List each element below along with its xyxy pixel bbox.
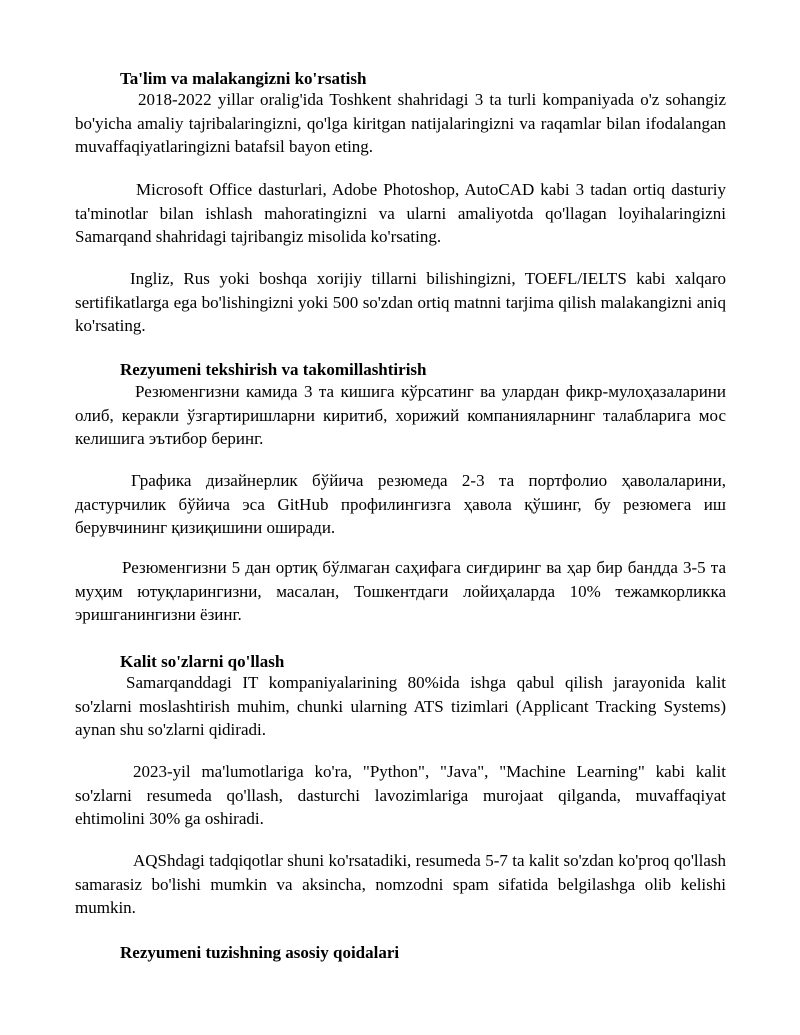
section-heading-rules: Rezyumeni tuzishning asosiy qoidalari xyxy=(120,943,400,962)
paragraph-software-skills: Microsoft Office dasturlari, Adobe Photoshop, AutoCAD kabi 3 tadan ortiq dasturiy ta'minotlar bilan ishlash mahoratingizni va ularni amaliyotda qo'llagan loyihalaringizni Samarqand shahridagi tajribangiz misolida ko'rsating. xyxy=(75,180,726,246)
paragraph-experience: 2018-2022 yillar oralig'ida Toshkent shahridagi 3 ta turli kompaniyada o'z sohangiz bo'yicha amaliy tajribalaringizni, qo'lga kiritgan natijalaringizni va raqamlar bilan ifodalangan muvaffaqiyatlaringizni batafsil bayon eting. xyxy=(75,90,726,156)
section-heading-review: Rezyumeni tekshirish va takomillashtirish xyxy=(120,360,427,379)
paragraph-ats-keywords: Samarqanddagi IT kompaniyalarining 80%ida ishga qabul qilish jarayonida kalit so'zlarni moslashtirish muhim, chunki ularning ATS tizimlari (Applicant Tracking Systems) aynan shu so'zlarni qidiradi. xyxy=(75,673,726,739)
paragraph-language-skills: Ingliz, Rus yoki boshqa xorijiy tillarni bilishingizni, TOEFL/IELTS kabi xalqaro sertifikatlarga ega bo'lishingizni yoki 500 so'zdan ortiq matnni tarjima qilish malakangizni aniq ko'rsating. xyxy=(75,269,726,335)
paragraph-page-limit: Резюменгизни 5 дан ортиқ бўлмаган саҳифага сиғдиринг ва ҳар бир бандда 3-5 та муҳим ютуқларингизни, масалан, Тошкентдаги лойиҳаларда 10% тежамкорликка эришганингизни ёзинг. xyxy=(75,558,726,624)
paragraph-portfolio-links: Графика дизайнерлик бўйича резюмеда 2-3 та портфолио ҳаволаларини, дастурчилик бўйича эса GitHub профилингизга ҳавола қўшинг, бу резюмега иш берувчининг қизиқишини оширади. xyxy=(75,471,726,537)
paragraph-keyword-overuse: AQShdagi tadqiqotlar shuni ko'rsatadiki, resumeda 5-7 ta kalit so'zdan ko'proq qo'llash samarasiz bo'lishi mumkin va aksincha, nomzodni spam sifatida belgilashga olib kelishi mumkin. xyxy=(75,851,726,917)
section-heading-keywords: Kalit so'zlarni qo'llash xyxy=(120,652,285,671)
paragraph-feedback: Резюменгизни камида 3 та кишига кўрсатинг ва улардан фикр-мулоҳазаларини олиб, керакли ўзгартиришларни киритиб, хорижий компанияларнинг талабларига мос келишига эътибор беринг. xyxy=(75,382,726,448)
section-heading-education: Ta'lim va malakangizni ko'rsatish xyxy=(120,69,367,88)
paragraph-keyword-statistics: 2023-yil ma'lumotlariga ko'ra, "Python", "Java", "Machine Learning" kabi kalit so'zlarni resumeda qo'llash, dasturchi lavozimlariga murojaat qilganda, muvaffaqiyat ehtimolini 30% ga oshiradi. xyxy=(75,762,726,828)
